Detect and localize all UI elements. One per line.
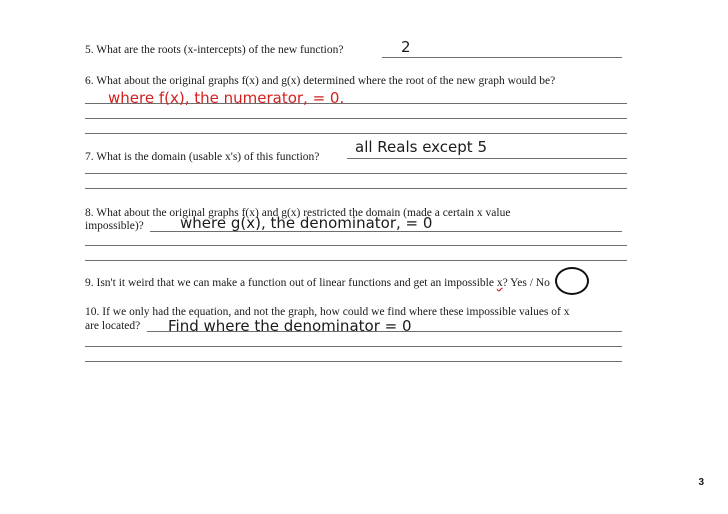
question-8-line-2: impossible)?: [85, 220, 144, 232]
answer-line: [85, 133, 627, 134]
answer-line: [85, 260, 627, 261]
question-9-x: x: [496, 277, 503, 289]
answer-6: where f(x), the numerator, = 0.: [108, 89, 345, 107]
answer-7: all Reals except 5: [355, 138, 487, 156]
answer-10: Find where the denominator = 0: [168, 317, 412, 335]
answer-line: [85, 173, 627, 174]
yes-circle-mark: [555, 267, 589, 295]
answer-line-5: [382, 57, 622, 58]
answer-line-7: [347, 158, 627, 159]
answer-5: 2: [401, 38, 411, 56]
page-number: 3: [698, 477, 704, 488]
option-no: No: [535, 277, 550, 289]
answer-line: [85, 361, 622, 362]
question-9-text: 9. Isn't it weird that we can make a function out of linear functions and get an impossible: [85, 277, 494, 289]
answer-line: [85, 346, 622, 347]
option-yes: Yes: [510, 277, 527, 289]
question-9-qmark: ?: [502, 277, 508, 289]
question-10-line-1: 10. If we only had the equation, and not the graph, how could we find where these impossible values of x: [85, 306, 570, 318]
question-10-line-2: are located?: [85, 320, 141, 332]
option-separator: /: [529, 277, 533, 289]
answer-line: [85, 188, 627, 189]
question-6: 6. What about the original graphs f(x) and g(x) determined where the root of the new graph would be?: [85, 75, 556, 87]
answer-line: [85, 245, 627, 246]
question-5: 5. What are the roots (x-intercepts) of the new function?: [85, 44, 344, 56]
question-8-line-1: 8. What about the original graphs f(x) and g(x) restricted the domain (made a certain x value: [85, 207, 511, 219]
answer-8: where g(x), the denominator, = 0: [180, 214, 433, 232]
question-9: [85, 276, 550, 290]
answer-line: [85, 118, 627, 119]
question-7: 7. What is the domain (usable x's) of this function?: [85, 151, 320, 163]
